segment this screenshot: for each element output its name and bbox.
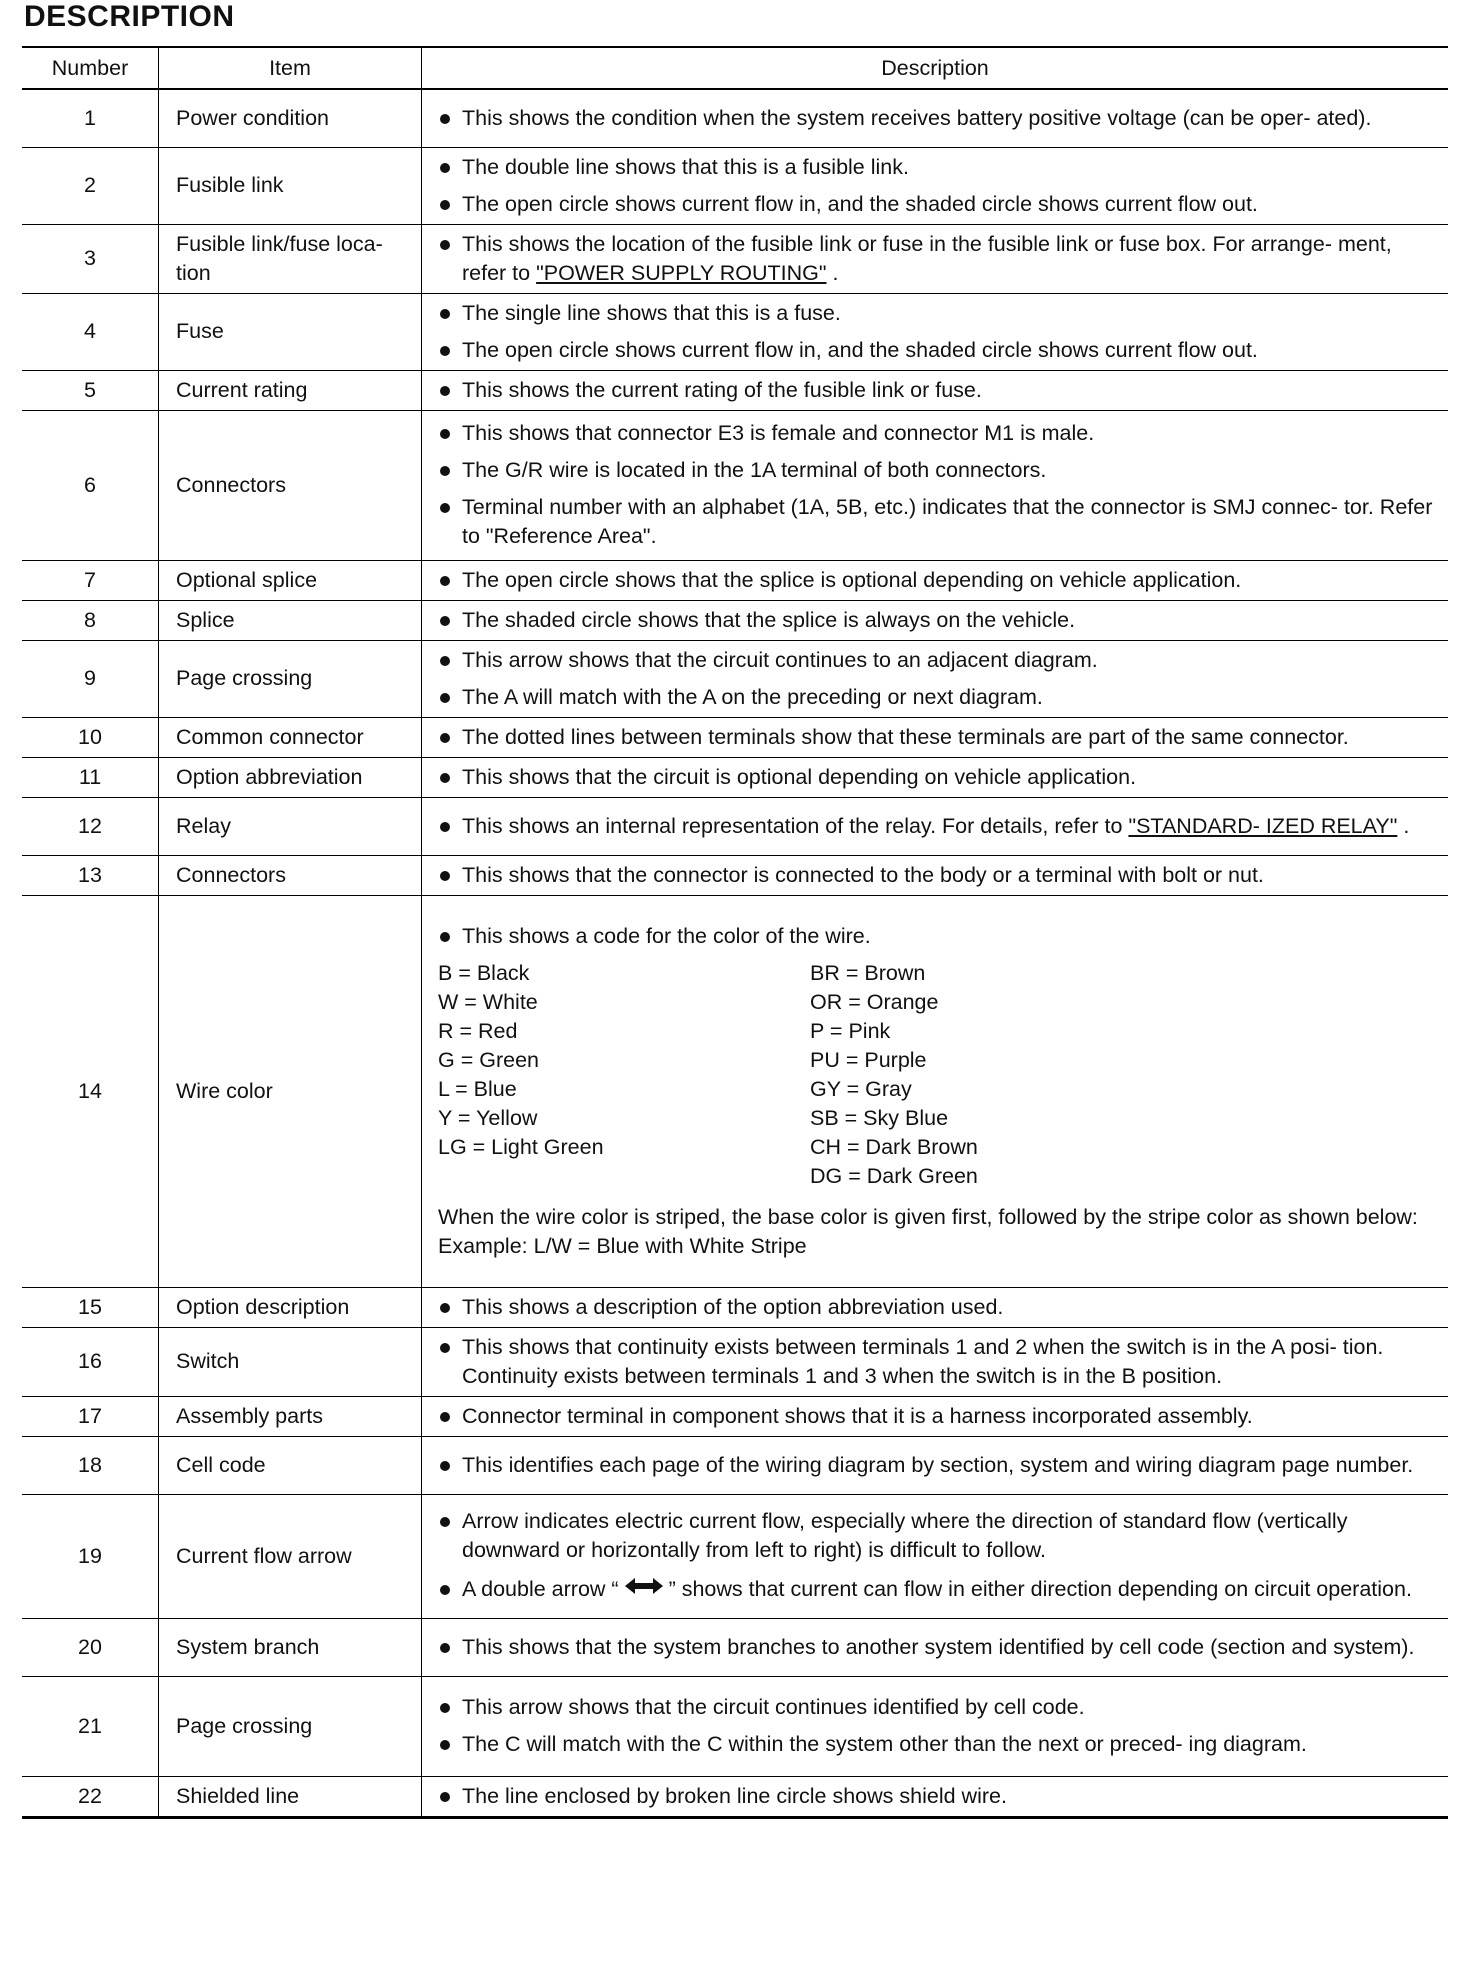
- bullet: [438, 812, 1440, 841]
- table-row: [22, 1436, 1448, 1494]
- row-description: [422, 410, 1449, 560]
- row-description: [422, 1436, 1449, 1494]
- color-code: Y = Yellow: [438, 1105, 538, 1130]
- bullet: The open circle shows current flow in, and the shaded circle shows current flow out.: [438, 336, 1440, 365]
- bullet: The open circle shows current flow in, and the shaded circle shows current flow out.: [438, 190, 1440, 219]
- table-row: [22, 1287, 1448, 1327]
- bullet: This shows a description of the option abbreviation used.: [438, 1293, 1440, 1322]
- row-description: [422, 895, 1449, 1287]
- row-item: Cell code: [159, 1436, 422, 1494]
- table-row: [22, 1327, 1448, 1396]
- table-row: [22, 797, 1448, 855]
- color-code: CH = Dark Brown: [810, 1134, 978, 1159]
- wire-color-codes: [438, 959, 1440, 1191]
- row-description: [422, 1776, 1449, 1817]
- row-description: [422, 224, 1449, 293]
- row-number: 16: [22, 1327, 159, 1396]
- bullet: This arrow shows that the circuit continues identified by cell code.: [438, 1693, 1440, 1722]
- table-row: [22, 600, 1448, 640]
- bullet: [438, 230, 1440, 288]
- row-number: 1: [22, 89, 159, 147]
- row-description: [422, 640, 1449, 717]
- row-item: Shielded line: [159, 1776, 422, 1817]
- stripe-example: Example: L/W = Blue with White Stripe: [438, 1233, 807, 1258]
- row-item: Wire color: [159, 895, 422, 1287]
- bullet: The A will match with the A on the preceding or next diagram.: [438, 683, 1440, 712]
- row-number: 14: [22, 895, 159, 1287]
- table-row: [22, 1676, 1448, 1776]
- row-description: [422, 147, 1449, 224]
- color-code: PU = Purple: [810, 1047, 927, 1072]
- bullet: [438, 1575, 1440, 1605]
- table-header-row: [22, 47, 1448, 89]
- row-number: 17: [22, 1396, 159, 1436]
- table-row: [22, 89, 1448, 147]
- row-description: [422, 797, 1449, 855]
- row-item: Current flow arrow: [159, 1494, 422, 1618]
- row-item: Page crossing: [159, 1676, 422, 1776]
- table-row: [22, 410, 1448, 560]
- row-item: Current rating: [159, 370, 422, 410]
- row-item: Fusible link: [159, 147, 422, 224]
- standardized-relay-link[interactable]: "STANDARD- IZED RELAY": [1128, 813, 1398, 838]
- row-item: Option description: [159, 1287, 422, 1327]
- bullet: The G/R wire is located in the 1A terminal of both connectors.: [438, 456, 1440, 485]
- row-description: [422, 1494, 1449, 1618]
- bullet: This shows the current rating of the fusible link or fuse.: [438, 376, 1440, 405]
- color-code: L = Blue: [438, 1076, 517, 1101]
- color-code: B = Black: [438, 960, 530, 985]
- row-description: [422, 1396, 1449, 1436]
- double-arrow-icon: [623, 1575, 665, 1605]
- row-item: Fuse: [159, 293, 422, 370]
- table-row: [22, 855, 1448, 895]
- color-code: LG = Light Green: [438, 1134, 604, 1159]
- table-row: [22, 1776, 1448, 1817]
- row-number: 15: [22, 1287, 159, 1327]
- bullet: Terminal number with an alphabet (1A, 5B, etc.) indicates that the connector is SMJ connec- tor. Refer to "Reference Area".: [438, 493, 1440, 551]
- row-item: Connectors: [159, 855, 422, 895]
- row-description: [422, 560, 1449, 600]
- bullet: This arrow shows that the circuit continues to an adjacent diagram.: [438, 646, 1440, 675]
- table-row: [22, 1494, 1448, 1618]
- color-code: W = White: [438, 989, 538, 1014]
- page-title: DESCRIPTION: [24, 0, 235, 33]
- color-code: OR = Orange: [810, 989, 939, 1014]
- row-description: [422, 1327, 1449, 1396]
- row-number: 5: [22, 370, 159, 410]
- color-code: G = Green: [438, 1047, 539, 1072]
- bullet-text-end: .: [1397, 813, 1410, 838]
- color-code: P = Pink: [810, 1018, 891, 1043]
- power-supply-routing-link[interactable]: "POWER SUPPLY ROUTING": [536, 260, 827, 285]
- row-item: Switch: [159, 1327, 422, 1396]
- bullet: The dotted lines between terminals show that these terminals are part of the same connector.: [438, 723, 1440, 752]
- row-number: 19: [22, 1494, 159, 1618]
- bullet: This identifies each page of the wiring diagram by section, system and wiring diagram page number.: [438, 1451, 1440, 1480]
- bullet-text: This shows the location of the fusible link or fuse in the fusible link or fuse box. For arrange- ment, refer to: [462, 231, 1392, 285]
- header-description: Description: [422, 47, 1449, 89]
- table-row: [22, 640, 1448, 717]
- row-item: Fusible link/fuse loca- tion: [159, 224, 422, 293]
- table-row: [22, 224, 1448, 293]
- row-item: System branch: [159, 1618, 422, 1676]
- row-description: [422, 600, 1449, 640]
- bullet-text-end: ” shows that current can flow in either direction depending on circuit operation.: [668, 1576, 1412, 1601]
- row-item: Connectors: [159, 410, 422, 560]
- table-row: [22, 560, 1448, 600]
- color-code: SB = Sky Blue: [810, 1105, 949, 1130]
- bullet: This shows that the connector is connected to the body or a terminal with bolt or nut.: [438, 861, 1440, 890]
- table-row: [22, 1396, 1448, 1436]
- header-number: Number: [22, 47, 159, 89]
- row-item: Splice: [159, 600, 422, 640]
- row-number: 22: [22, 1776, 159, 1817]
- color-codes-right: [810, 959, 1182, 1191]
- table-row: [22, 717, 1448, 757]
- row-item: Page crossing: [159, 640, 422, 717]
- row-number: 10: [22, 717, 159, 757]
- header-item: Item: [159, 47, 422, 89]
- row-description: [422, 717, 1449, 757]
- row-number: 8: [22, 600, 159, 640]
- row-description: [422, 89, 1449, 147]
- row-number: 21: [22, 1676, 159, 1776]
- row-number: 18: [22, 1436, 159, 1494]
- row-description: [422, 757, 1449, 797]
- color-code: R = Red: [438, 1018, 518, 1043]
- row-item: Relay: [159, 797, 422, 855]
- row-number: 9: [22, 640, 159, 717]
- bullet: Arrow indicates electric current flow, especially where the direction of standard flow (vertically downward or horizontally from left to right) is difficult to follow.: [438, 1507, 1440, 1565]
- stripe-note: When the wire color is striped, the base color is given first, followed by the stripe color as shown below:: [438, 1204, 1418, 1229]
- bullet: This shows that the circuit is optional depending on vehicle application.: [438, 763, 1440, 792]
- bullet: This shows the condition when the system receives battery positive voltage (can be oper- ated).: [438, 104, 1440, 133]
- row-description: [422, 1287, 1449, 1327]
- bullet: This shows that connector E3 is female and connector M1 is male.: [438, 419, 1440, 448]
- row-item: Power condition: [159, 89, 422, 147]
- row-number: 6: [22, 410, 159, 560]
- row-item: Optional splice: [159, 560, 422, 600]
- row-description: [422, 855, 1449, 895]
- bullet: This shows that continuity exists between terminals 1 and 2 when the switch is in the A posi- tion. Continuity exists between terminals 1 and 3 when the switch is in the B position.: [438, 1333, 1440, 1391]
- bullet-text-end: .: [826, 260, 839, 285]
- row-item: Option abbreviation: [159, 757, 422, 797]
- bullet: The line enclosed by broken line circle shows shield wire.: [438, 1782, 1440, 1811]
- row-number: 7: [22, 560, 159, 600]
- row-number: 20: [22, 1618, 159, 1676]
- row-description: [422, 1618, 1449, 1676]
- row-number: 12: [22, 797, 159, 855]
- bullet: The C will match with the C within the system other than the next or preced- ing diagram.: [438, 1730, 1440, 1759]
- row-number: 4: [22, 293, 159, 370]
- row-item: Common connector: [159, 717, 422, 757]
- color-codes-left: [438, 959, 810, 1191]
- table-row: [22, 757, 1448, 797]
- bullet: Connector terminal in component shows that it is a harness incorporated assembly.: [438, 1402, 1440, 1431]
- table-row: [22, 1618, 1448, 1676]
- row-number: 13: [22, 855, 159, 895]
- row-number: 3: [22, 224, 159, 293]
- bullet-text: A double arrow “: [462, 1576, 619, 1601]
- row-number: 11: [22, 757, 159, 797]
- row-description: [422, 293, 1449, 370]
- row-number: 2: [22, 147, 159, 224]
- bullet: The open circle shows that the splice is optional depending on vehicle application.: [438, 566, 1440, 595]
- description-table: [22, 46, 1448, 1819]
- table-row: [22, 293, 1448, 370]
- bullet: The shaded circle shows that the splice is always on the vehicle.: [438, 606, 1440, 635]
- bullet: The single line shows that this is a fuse.: [438, 299, 1440, 328]
- color-code: BR = Brown: [810, 960, 926, 985]
- bullet-text: This shows an internal representation of the relay. For details, refer to: [462, 813, 1129, 838]
- row-description: [422, 370, 1449, 410]
- row-description: [422, 1676, 1449, 1776]
- table-row: [22, 370, 1448, 410]
- bullet: This shows that the system branches to another system identified by cell code (section and system).: [438, 1633, 1440, 1662]
- bullet: This shows a code for the color of the wire.: [438, 922, 1440, 951]
- table-row: [22, 895, 1448, 1287]
- color-code: GY = Gray: [810, 1076, 912, 1101]
- table-row: [22, 147, 1448, 224]
- row-item: Assembly parts: [159, 1396, 422, 1436]
- color-code: DG = Dark Green: [810, 1163, 978, 1188]
- bullet: The double line shows that this is a fusible link.: [438, 153, 1440, 182]
